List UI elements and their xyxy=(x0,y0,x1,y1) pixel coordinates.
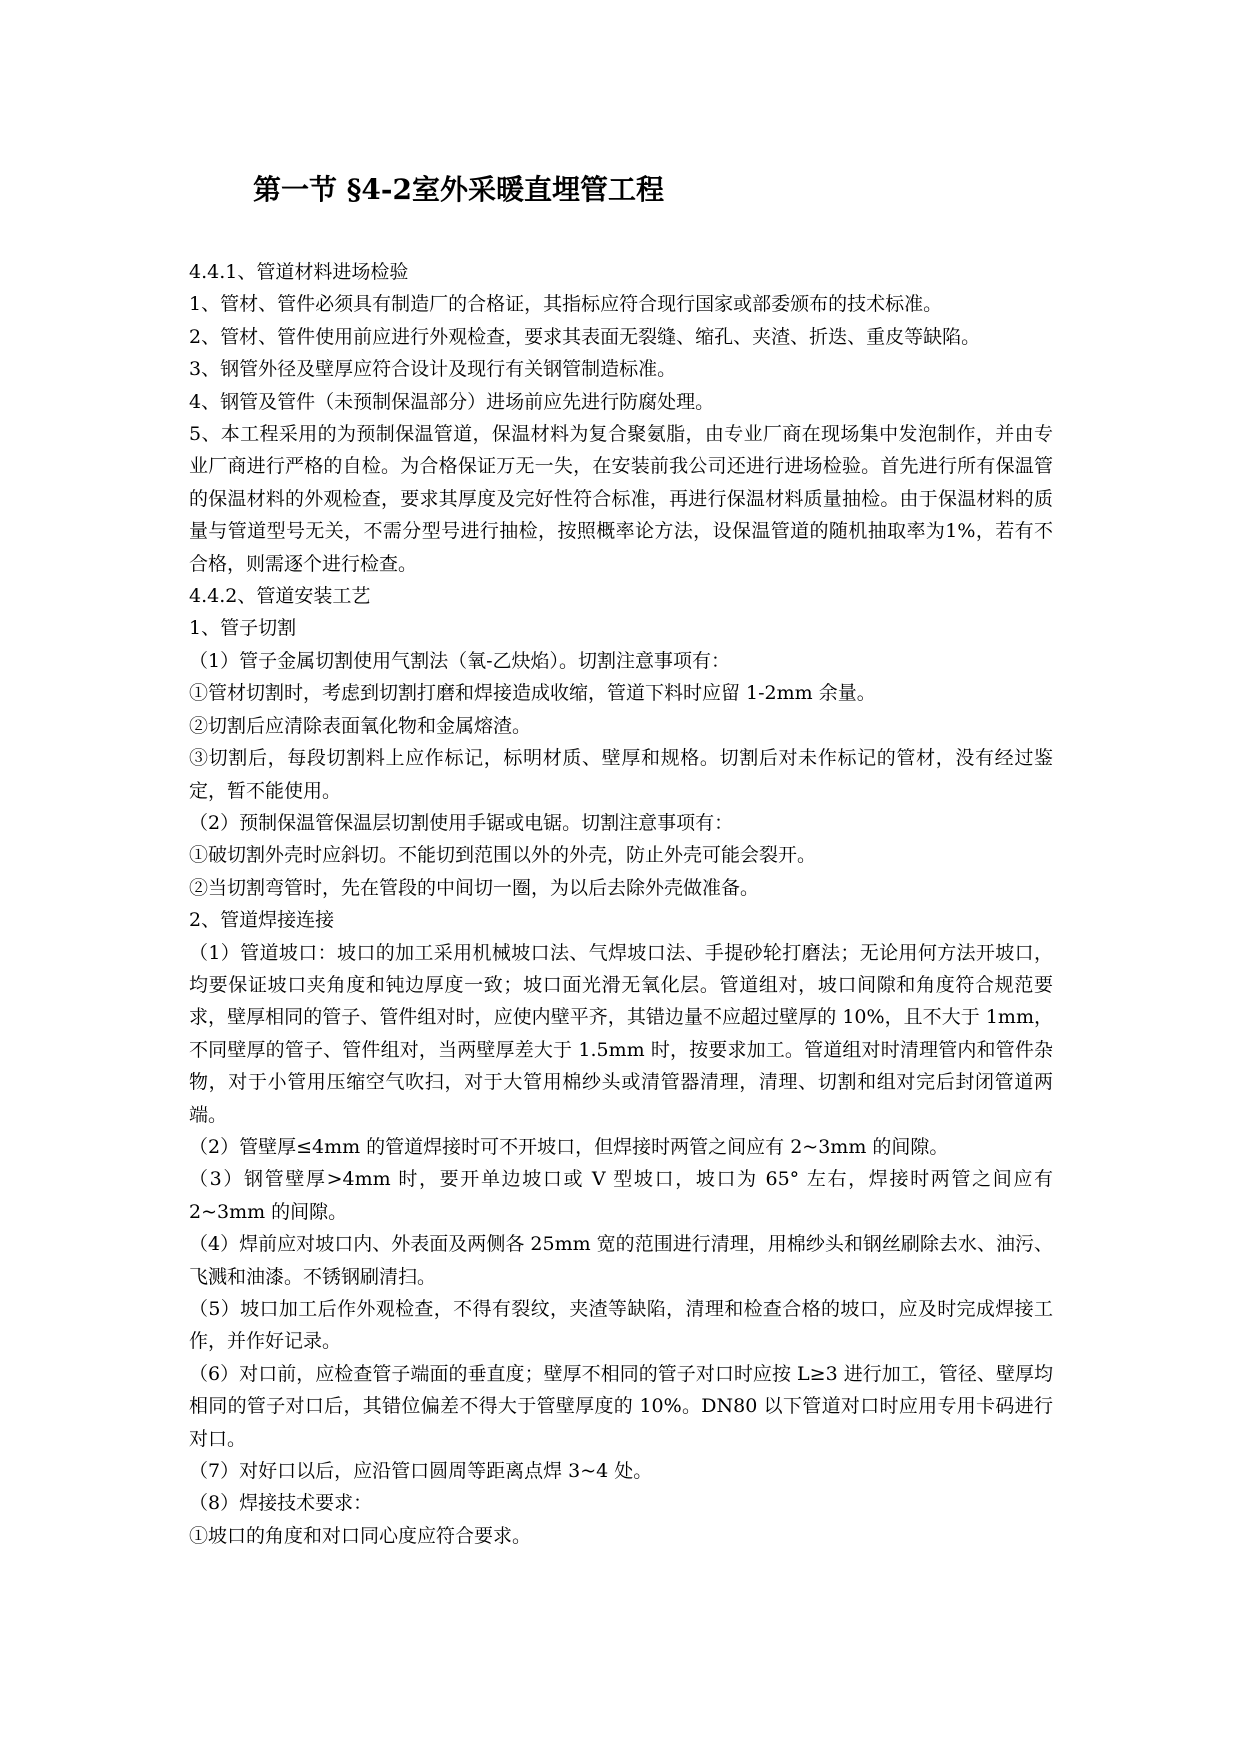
paragraph: 4、钢管及管件（未预制保温部分）进场前应先进行防腐处理。 xyxy=(189,390,715,413)
paragraph: （4）焊前应对坡口内、外表面及两侧各 25mm 宽的范围进行清理，用棉纱头和钢丝刷除去水、油污、飞溅和油漆。不锈钢刷清扫。 xyxy=(189,1233,1053,1288)
paragraph: （7）对好口以后，应沿管口圆周等距离点焊 3~4 处。 xyxy=(189,1460,653,1483)
heading-4-4-1: 4.4.1、管道材料进场检验 xyxy=(189,261,409,283)
subheading: 2、管道焊接连接 xyxy=(189,909,335,932)
paragraph: （2）管壁厚≤4mm 的管道焊接时可不开坡口，但焊接时两管之间应有 2~3mm 的间隙。 xyxy=(189,1135,949,1158)
paragraph: （2）预制保温管保温层切割使用手锯或电锯。切割注意事项有： xyxy=(189,811,734,834)
paragraph: （5）坡口加工后作外观检查，不得有裂纹，夹渣等缺陷，清理和检查合格的坡口，应及时完成焊接工作，并作好记录。 xyxy=(189,1298,1053,1353)
subheading: 1、管子切割 xyxy=(189,617,297,640)
paragraph: （8）焊接技术要求： xyxy=(189,1492,373,1515)
paragraph: ①坡口的角度和对口同心度应符合要求。 xyxy=(189,1524,532,1547)
document-body xyxy=(189,256,1053,1552)
paragraph: 5、本工程采用的为预制保温管道，保温材料为复合聚氨脂，由专业厂商在现场集中发泡制作，并由专业厂商进行严格的自检。为合格保证万无一失，在安装前我公司还进行进场检验。首先进行所有保温管的保温材料的外观检查，要求其厚度及完好性符合标准，再进行保温材料质量抽检。由于保温材料的质量与管道型号无关，不需分型号进行抽检，按照概率论方法，设保温管道的随机抽取率为1%，若有不合格，则需逐个进行检查。 xyxy=(189,423,1053,575)
paragraph: 1、管材、管件必须具有制造厂的合格证，其指标应符合现行国家或部委颁布的技术标准。 xyxy=(189,293,943,316)
paragraph: （1）管子金属切割使用气割法（氧-乙炔焰）。切割注意事项有： xyxy=(189,649,731,672)
section-title: 第一节 §4-2室外采暖直埋管工程 xyxy=(253,173,664,206)
paragraph: 2、管材、管件使用前应进行外观检查，要求其表面无裂缝、缩孔、夹渣、折迭、重皮等缺陷。 xyxy=(189,325,981,348)
paragraph: ②当切割弯管时，先在管段的中间切一圈，为以后去除外壳做准备。 xyxy=(189,876,760,899)
paragraph: ②切割后应清除表面氧化物和金属熔渣。 xyxy=(189,714,532,737)
paragraph: （1）管道坡口：坡口的加工采用机械坡口法、气焊坡口法、手提砂轮打磨法；无论用何方法开坡口，均要保证坡口夹角度和钝边厚度一致；坡口面光滑无氧化层。管道组对，坡口间隙和角度符合规范要求，壁厚相同的管子、管件组对时，应使内壁平齐，其错边量不应超过壁厚的 10%，且不大于 1mm，不同壁厚的管子、管件组对，当两壁厚差大于 1.5mm 时，按要求加工。管道组对时清理管内和管件杂物，对于小管用压缩空气吹扫，对于大管用棉纱头或清管器清理，清理、切割和组对完后封闭管道两端。 xyxy=(189,941,1053,1126)
paragraph: ③切割后，每段切割料上应作标记，标明材质、壁厚和规格。切割后对未作标记的管材，没有经过鉴定，暂不能使用。 xyxy=(189,747,1053,802)
paragraph: ①破切割外壳时应斜切。不能切到范围以外的外壳，防止外壳可能会裂开。 xyxy=(189,844,817,867)
paragraph: 3、钢管外径及壁厚应符合设计及现行有关钢管制造标准。 xyxy=(189,358,677,381)
paragraph: （3）钢管壁厚>4mm 时，要开单边坡口或 V 型坡口，坡口为 65° 左右，焊接时两管之间应有 2~3mm 的间隙。 xyxy=(189,1168,1053,1223)
paragraph: ①管材切割时，考虑到切割打磨和焊接造成收缩，管道下料时应留 1-2mm 余量。 xyxy=(189,682,876,705)
heading-4-4-2: 4.4.2、管道安装工艺 xyxy=(189,585,371,608)
paragraph: （6）对口前，应检查管子端面的垂直度；壁厚不相同的管子对口时应按 L≥3 进行加工，管径、壁厚均相同的管子对口后，其错位偏差不得大于管壁厚度的 10%。DN80 以下管道对口时应用专用卡码进行对口。 xyxy=(189,1362,1053,1450)
